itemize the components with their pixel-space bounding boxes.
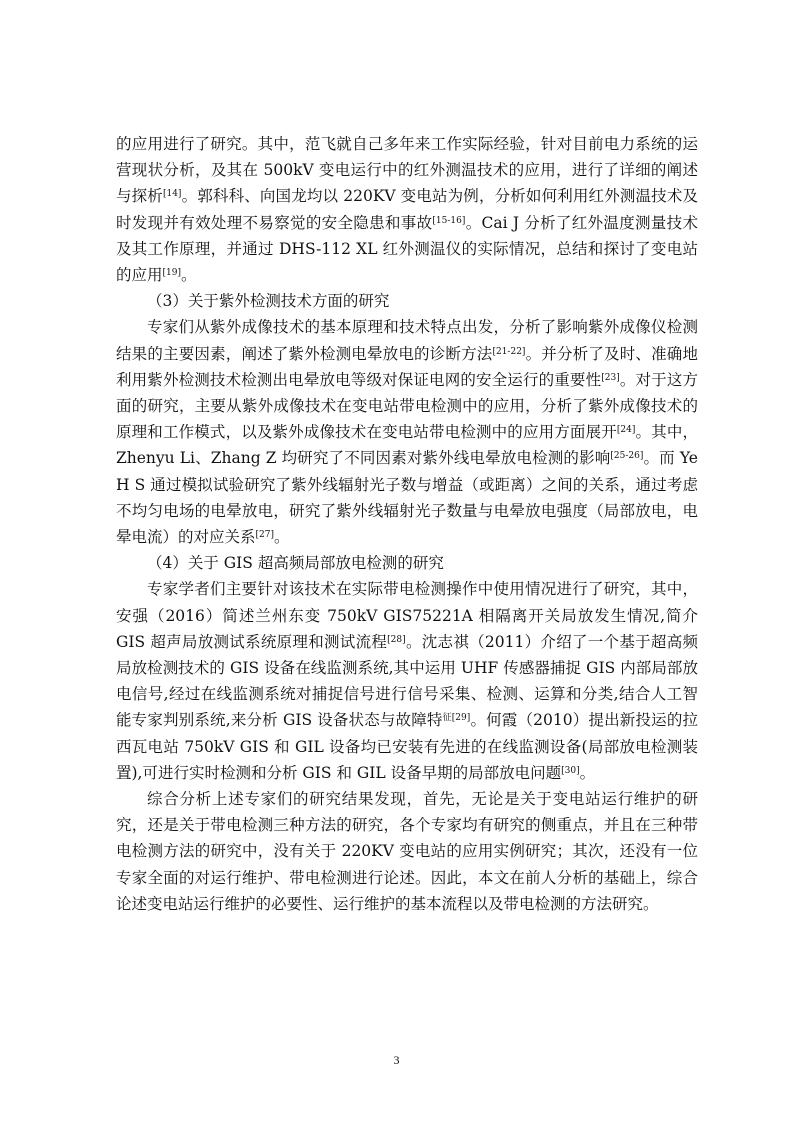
text-run: 。 <box>274 528 290 547</box>
text-run: 。沈志祺（2011）介绍了一个基于超高频局放检测技术的 GIS 设备在线监测系统,其中运用 UHF 传感器捕捉 GIS 内部局部放电信号,经过在线监测系统对捕捉信号进行信号采集、检测、运算和分类,结合人工智能专家判别系统,来分析 GIS 设备状态与故障特 <box>116 632 698 730</box>
paragraph <box>116 576 698 786</box>
citation-ref: [27] <box>255 530 274 541</box>
text-run: 。而 Ye H S 通过模拟试验研究了紫外线辐射光子数与增益（或距离）之间的关系，通过考虑不均匀电场的电晕放电，研究了紫外线辐射光子数量与电晕放电强度（局部放电，电晕电流）的对应关系 <box>116 449 698 547</box>
text-run: 综合分析上述专家们的研究结果发现，首先，无论是关于变电站运行维护的研究，还是关于带电检测三种方法的研究，各个专家均有研究的侧重点，并且在三种带电检测方法的研究中，没有关于 220KV 变电站的应用实例研究；其次，还没有一位专家全面的对运行维护、带电检测进行论述。因此，本文在前人分析的基础上，综合论述变电站运行维护的必要性、运行维护的基本流程以及带电检测的方法研究。 <box>116 790 698 913</box>
citation-ref: [21-22] <box>492 346 526 357</box>
text-run: 。其中，Zhenyu Li、Zhang Z 均研究了不同因素对紫外线电晕放电检测的影响 <box>116 423 698 468</box>
paragraph <box>116 131 698 288</box>
page-number: 3 <box>393 1053 400 1067</box>
text-run: （4）关于 GIS 超高频局部放电检测的研究 <box>147 554 444 573</box>
citation-ref: [30] <box>561 765 580 776</box>
citation-ref: [24] <box>616 425 636 436</box>
section-heading <box>116 288 698 314</box>
citation-ref: 征[29] <box>442 713 471 724</box>
citation-ref: [23] <box>601 372 620 383</box>
text-run: 。并分析了及时、准确地利用紫外检测技术检测出电晕放电等级对保证电网的安全运行的重要性 <box>116 344 698 389</box>
text-run: 专家学者们主要针对该技术在实际带电检测操作中使用情况进行了研究，其中，安强（2016）简述兰州东变 750kV GIS75221A 相隔离开关局放发生情况,简介 GIS 超声局放测试系统原理和测试流程 <box>116 580 698 651</box>
text-run: 。郭科科、向国龙均以 220KV 变电站为例，分析如何利用红外测温技术及时发现并有效处理不易察觉的安全隐患和事故 <box>116 187 698 232</box>
section-heading <box>116 550 698 576</box>
citation-ref: [28] <box>387 634 406 645</box>
citation-ref: [25-26] <box>610 451 644 462</box>
text-run: 的应用进行了研究。其中，范飞就自己多年来工作实际经验，针对目前电力系统的运营现状分析，及其在 500kV 变电运行中的红外测温技术的应用，进行了详细的阐述与探析 <box>116 135 698 206</box>
text-run: 。对于这方面的研究，主要从紫外成像技术在变电站带电检测中的应用，分析了紫外成像技术的原理和工作模式，以及紫外成像技术在变电站带电检测中的应用方面展开 <box>116 370 698 442</box>
citation-ref: [14] <box>162 189 182 200</box>
body-text <box>116 131 698 917</box>
text-run: 专家们从紫外成像技术的基本原理和技术特点出发，分析了影响紫外成像仪检测结果的主要因素，阐述了紫外检测电晕放电的诊断方法 <box>116 318 698 363</box>
paragraph <box>116 786 698 917</box>
text-run: 。Cai J 分析了红外温度测量技术及其工作原理，并通过 DHS-112 XL 红外测温仪的实际情况，总结和探讨了变电站的应用 <box>116 213 698 285</box>
text-run: 。何霞（2010）提出新投运的拉西瓦电站 750kV GIS 和 GIL 设备均已安装有先进的在线监测设备(局部放电检测装置),可进行实时检测和分析 GIS 和 GIL 设备早期的局部放电问题 <box>116 711 698 782</box>
citation-ref: [15-16] <box>432 215 466 226</box>
text-run: 。 <box>579 763 596 782</box>
paragraph <box>116 314 698 550</box>
text-run: （3）关于紫外检测技术方面的研究 <box>147 292 390 311</box>
citation-ref: [19] <box>162 268 181 279</box>
text-run: 。 <box>181 266 197 285</box>
